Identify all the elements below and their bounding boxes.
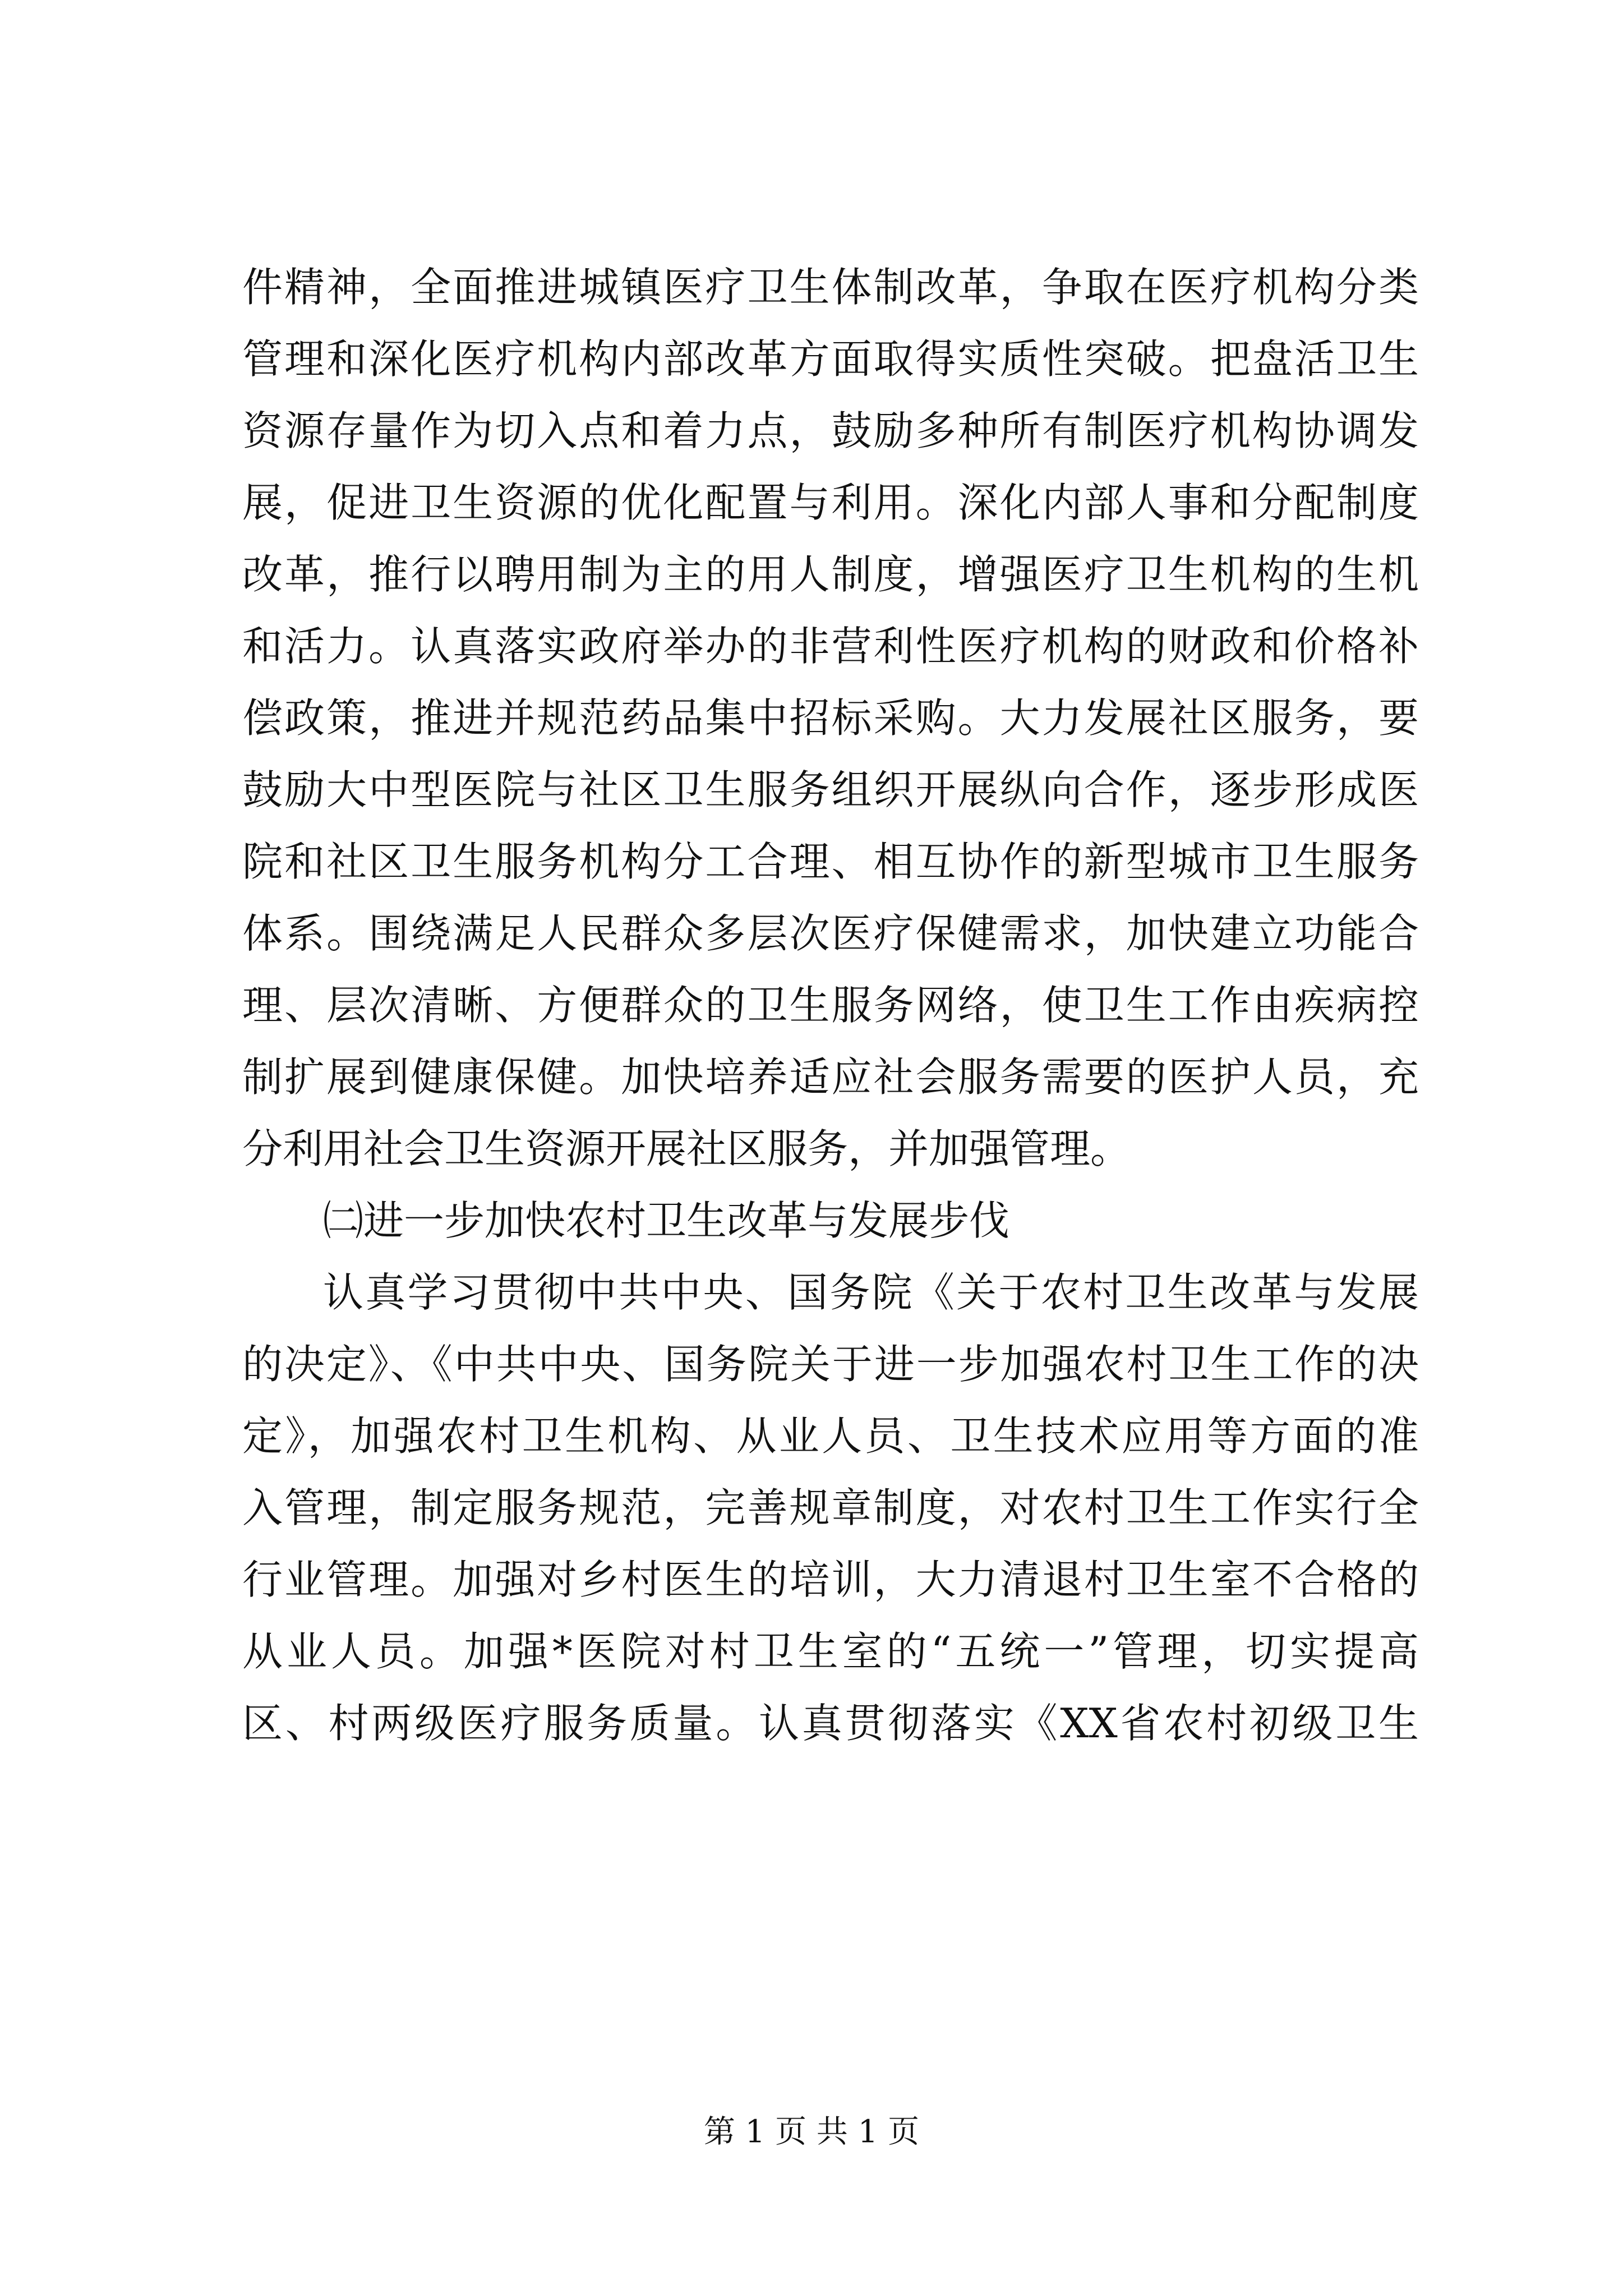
body-line: 行业管理。加强对乡村医生的培训，大力清退村卫生室不合格的 bbox=[242, 1556, 1419, 1603]
body-line: 理、层次清晰、方便群众的卫生服务网络，使卫生工作由疾病控 bbox=[242, 982, 1419, 1029]
document-body bbox=[242, 251, 1419, 1759]
body-line: 体系。围绕满足人民群众多层次医疗保健需求，加快建立功能合 bbox=[242, 910, 1419, 957]
body-line: 鼓励大中型医院与社区卫生服务组织开展纵向合作，逐步形成医 bbox=[242, 766, 1419, 813]
body-line: 展，促进卫生资源的优化配置与利用。深化内部人事和分配制度 bbox=[242, 479, 1419, 526]
body-line: 区、村两级医疗服务质量。认真贯彻落实《XX省农村初级卫生 bbox=[242, 1700, 1419, 1747]
page-footer bbox=[0, 2112, 1623, 2152]
body-line: 改革，推行以聘用制为主的用人制度，增强医疗卫生机构的生机 bbox=[242, 551, 1419, 598]
body-line: 管理和深化医疗机构内部改革方面取得实质性突破。把盘活卫生 bbox=[242, 335, 1419, 383]
body-line: 从业人员。加强*医院对村卫生室的“五统一”管理，切实提高 bbox=[242, 1628, 1419, 1675]
body-line: 定》，加强农村卫生机构、从业人员、卫生技术应用等方面的准 bbox=[242, 1412, 1419, 1460]
body-line: 的决定》、《中共中央、国务院关于进一步加强农村卫生工作的决 bbox=[242, 1341, 1419, 1388]
body-line: 和活力。认真落实政府举办的非营利性医疗机构的财政和价格补 bbox=[242, 623, 1419, 670]
section-heading: ㈡进一步加快农村卫生改革与发展步伐 bbox=[323, 1197, 1010, 1244]
body-line: 院和社区卫生服务机构分工合理、相互协作的新型城市卫生服务 bbox=[242, 838, 1419, 885]
body-line: 制扩展到健康保健。加快培养适应社会服务需要的医护人员，充 bbox=[242, 1053, 1419, 1101]
body-line: 件精神，全面推进城镇医疗卫生体制改革，争取在医疗机构分类 bbox=[242, 264, 1419, 311]
body-line: 认真学习贯彻中共中央、国务院《关于农村卫生改革与发展 bbox=[323, 1269, 1419, 1316]
page-number-label: 第 1 页 共 1 页 bbox=[703, 2114, 920, 2150]
body-line: 偿政策，推进并规范药品集中招标采购。大力发展社区服务，要 bbox=[242, 694, 1419, 742]
body-line: 资源存量作为切入点和着力点，鼓励多种所有制医疗机构协调发 bbox=[242, 407, 1419, 454]
body-line: 入管理，制定服务规范，完善规章制度，对农村卫生工作实行全 bbox=[242, 1484, 1419, 1531]
body-line: 分利用社会卫生资源开展社区服务，并加强管理。 bbox=[242, 1125, 1131, 1172]
